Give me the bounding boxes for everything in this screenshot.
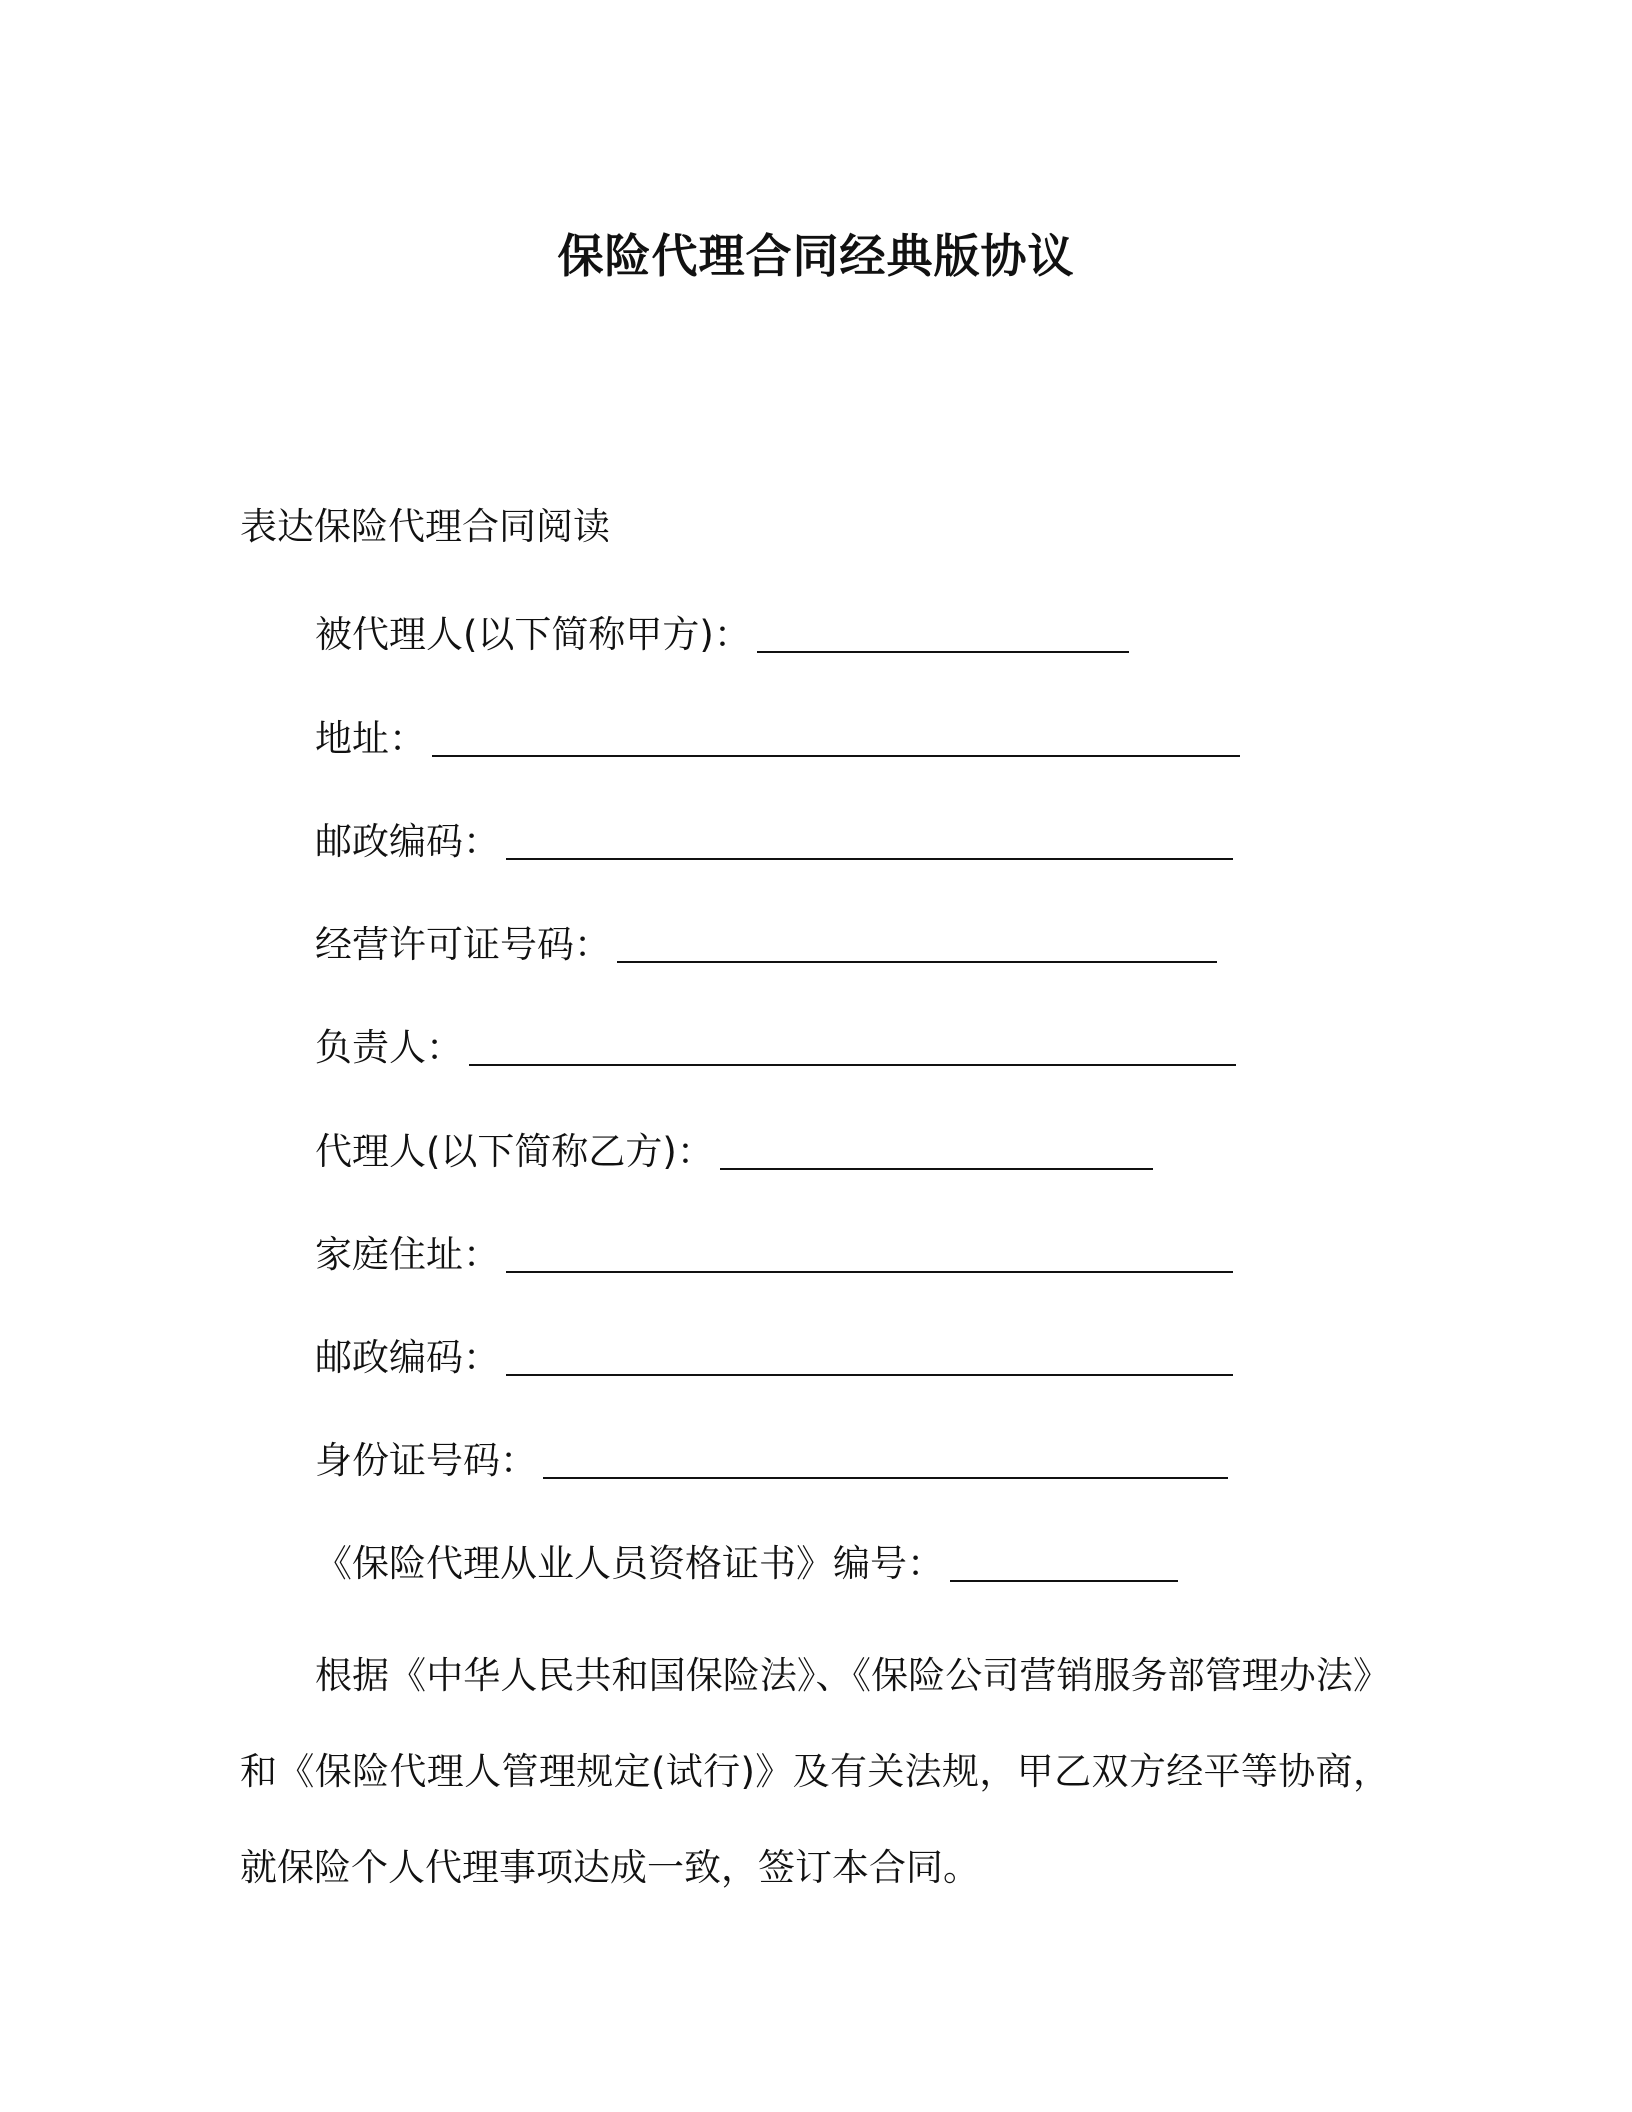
field-address <box>315 708 1240 762</box>
field-home-address <box>315 1224 1233 1278</box>
blank-line <box>506 1344 1233 1376</box>
field-certificate-number <box>315 1533 1178 1587</box>
blank-line <box>506 828 1233 860</box>
field-label: 《保险代理从业人员资格证书》编号： <box>315 1542 944 1585</box>
field-principal <box>315 604 1129 658</box>
field-label: 经营许可证号码： <box>315 923 611 966</box>
field-id-number <box>315 1430 1228 1484</box>
blank-line <box>432 725 1240 757</box>
blank-line <box>543 1447 1228 1479</box>
field-label: 地址： <box>315 717 426 760</box>
document-subtitle: 表达保险代理合同阅读 <box>240 505 610 548</box>
field-label: 代理人(以下简称乙方)： <box>315 1130 714 1173</box>
field-label: 邮政编码： <box>315 820 500 863</box>
blank-line <box>617 931 1217 963</box>
blank-line <box>506 1241 1233 1273</box>
blank-line <box>950 1550 1178 1582</box>
field-label: 身份证号码： <box>315 1439 537 1482</box>
field-agent <box>315 1121 1153 1175</box>
document-title: 保险代理合同经典版协议 <box>557 229 1075 283</box>
field-label: 被代理人(以下简称甲方)： <box>315 613 751 656</box>
field-label: 负责人： <box>315 1026 463 1069</box>
blank-line <box>720 1138 1153 1170</box>
field-postal-code <box>315 811 1233 865</box>
blank-line <box>469 1034 1236 1066</box>
field-person-in-charge <box>315 1017 1236 1071</box>
body-paragraph: 根据《中华人民共和国保险法》、《保险公司营销服务部管理办法》和《保险代理人管理规定(试行)》及有关法规，甲乙双方经平等协商，就保险个人代理事项达成一致，签订本合同。 <box>240 1654 1390 1889</box>
field-license-number <box>315 914 1217 968</box>
field-label: 邮政编码： <box>315 1336 500 1379</box>
field-label: 家庭住址： <box>315 1233 500 1276</box>
field-postal-code-2 <box>315 1327 1233 1381</box>
blank-line <box>757 621 1129 653</box>
